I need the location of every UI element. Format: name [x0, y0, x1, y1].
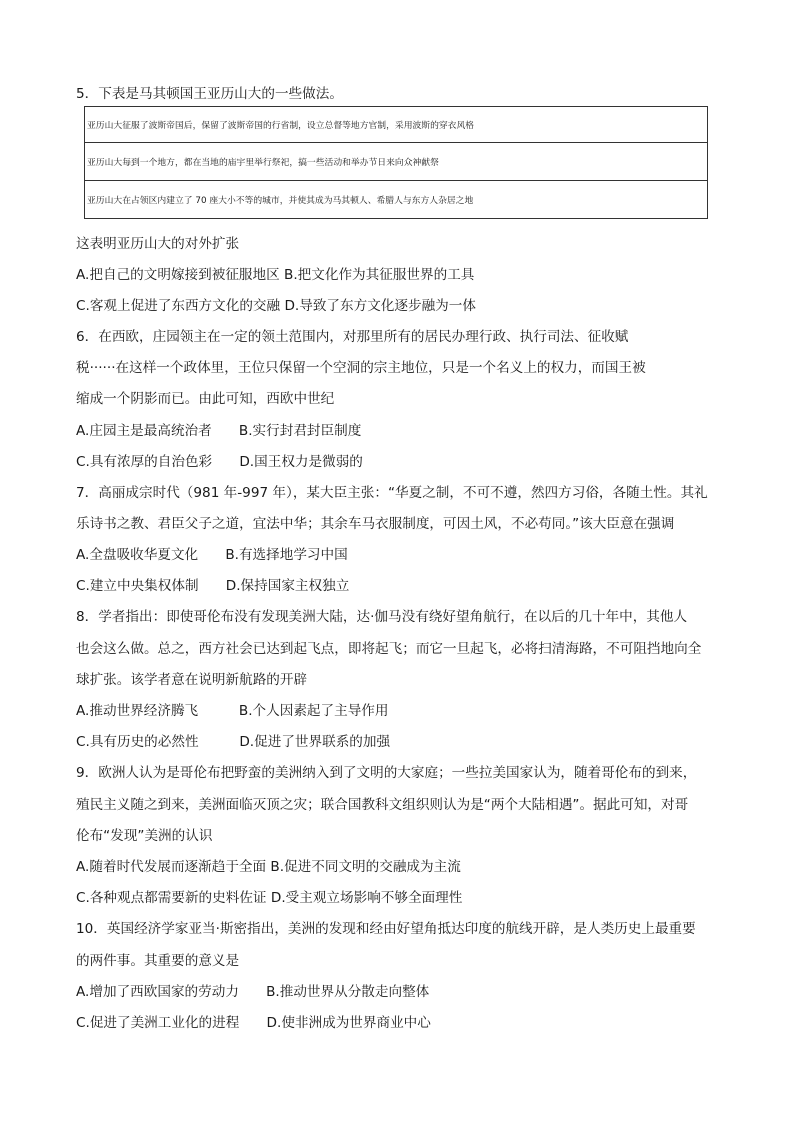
q8-stem-line-1: 8．学者指出：即使哥伦布没有发现美洲大陆，达·伽马没有绕好望角航行，在以后的几十年中，其他人: [76, 609, 688, 625]
q10-options-cd: C.促进了美洲工业化的进程 D.使非洲成为世界商业中心: [76, 1015, 431, 1031]
table-row: [85, 107, 708, 143]
q8-options-ab: A.推动世界经济腾飞 B.个人因素起了主导作用: [76, 703, 389, 719]
q6-options-ab: A.庄园主是最高统治者 B.实行封君封臣制度: [76, 423, 362, 439]
q6-stem-line-2: 税······在这样一个政体里，王位只保留一个空洞的宗主地位，只是一个名义上的权力，而国王被: [76, 360, 646, 376]
q10-options-ab: A.增加了西欧国家的劳动力 B.推动世界从分散走向整体: [76, 984, 430, 1000]
q10-stem-line-1: 10．英国经济学家亚当·斯密指出，美洲的发现和经由好望角抵达印度的航线开辟，是人类历史上最重要: [76, 921, 696, 937]
q5-stem: 5．下表是马其顿国王亚历山大的一些做法。: [76, 86, 343, 102]
q7-options-ab: A.全盘吸收华夏文化 B.有选择地学习中国: [76, 547, 348, 563]
q7-options-cd: C.建立中央集权体制 D.保持国家主权独立: [76, 578, 350, 594]
q10-stem-line-2: 的两件事。其重要的意义是: [76, 953, 240, 969]
q5-options-ab: A.把自己的文明嫁接到被征服地区 B.把文化作为其征服世界的工具: [76, 267, 475, 283]
q8-options-cd: C.具有历史的必然性 D.促进了世界联系的加强: [76, 734, 391, 750]
q5-options-cd: C.客观上促进了东西方文化的交融 D.导致了东方文化逐步融为一体: [76, 298, 476, 314]
q5-prompt: 这表明亚历山大的对外扩张: [76, 236, 240, 252]
table-row: [85, 143, 708, 181]
q8-stem-line-2: 也会这么做。总之，西方社会已达到起飞点，即将起飞；而它一旦起飞，必将扫清海路，不可阻挡地向全: [76, 641, 702, 657]
q6-options-cd: C.具有浓厚的自治色彩 D.国王权力是微弱的: [76, 454, 363, 470]
q9-stem-line-2: 殖民主义随之到来，美洲面临灭顶之灾；联合国教科文组织则认为是“两个大陆相遇”。据此可知，对哥: [76, 797, 689, 813]
q7-stem-line-2: 乐诗书之教、君臣父子之道，宜法中华；其余车马衣服制度，可因土风，不必苟同。”该大臣意在强调: [76, 516, 675, 532]
q9-stem-line-1: 9．欧洲人认为是哥伦布把野蛮的美洲纳入到了文明的大家庭；一些拉美国家认为，随着哥伦布的到来，: [76, 765, 697, 781]
q5-row-1: 亚历山大征服了波斯帝国后，保留了波斯帝国的行省制，设立总督等地方官制，采用波斯的穿衣风格: [85, 107, 708, 143]
q5-fact-table: [84, 106, 708, 219]
q7-stem-line-1: 7．高丽成宗时代（981 年-997 年），某大臣主张：“华夏之制，不可不遵，然四方习俗，各随土性。其礼: [76, 485, 708, 501]
q9-stem-line-3: 伦布“发现”美洲的认识: [76, 828, 213, 844]
table-row: [85, 181, 708, 219]
q6-stem-line-3: 缩成一个阴影而已。由此可知，西欧中世纪: [76, 391, 335, 407]
q5-row-3: 亚历山大在占领区内建立了 70 座大小不等的城市，并使其成为马其顿人、希腊人与东方人杂居之地: [85, 181, 708, 219]
q8-stem-line-3: 球扩张。该学者意在说明新航路的开辟: [76, 672, 308, 688]
q9-options-cd: C.各种观点都需要新的史料佐证 D.受主观立场影响不够全面理性: [76, 890, 463, 906]
q5-row-2: 亚历山大每到一个地方，都在当地的庙宇里举行祭祀，搞一些活动和举办节日来向众神献祭: [85, 143, 708, 181]
q6-stem-line-1: 6．在西欧，庄园领主在一定的领土范围内，对那里所有的居民办理行政、执行司法、征收赋: [76, 329, 629, 345]
q9-options-ab: A.随着时代发展而逐渐趋于全面 B.促进不同文明的交融成为主流: [76, 859, 461, 875]
